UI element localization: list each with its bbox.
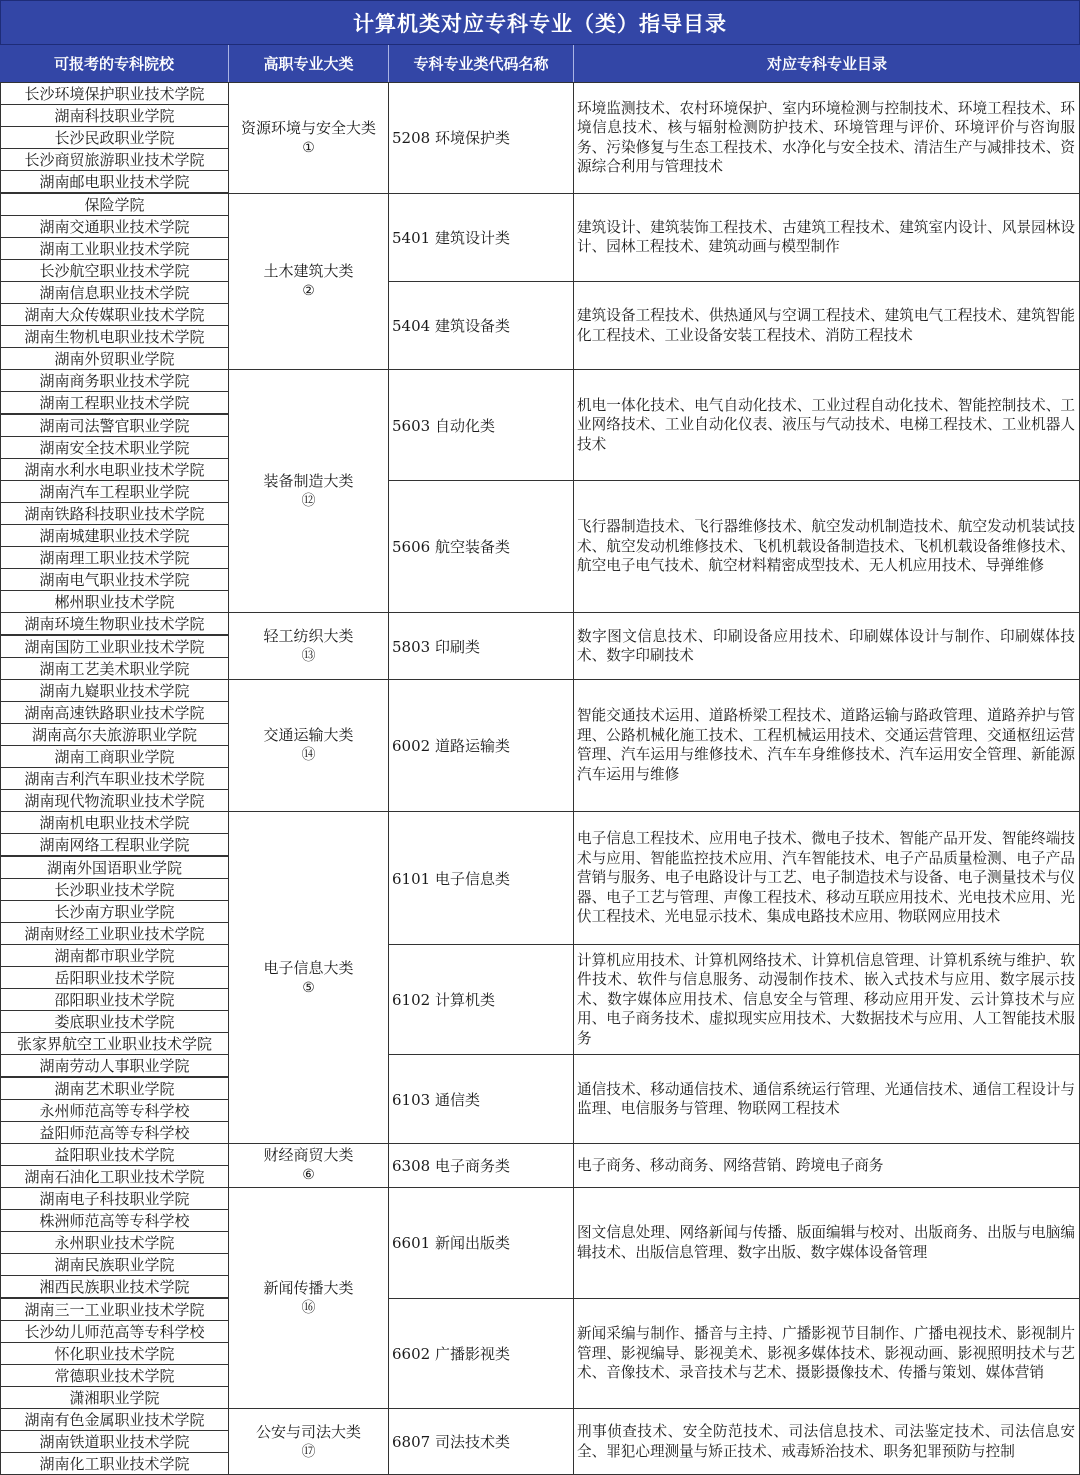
major-list-text: 建筑设备工程技术、供热通风与空调工程技术、建筑电气工程技术、建筑智能化工程技术、工业设备安装工程技术、消防工程技术	[577, 307, 1075, 344]
major-list-cell	[573, 1408, 1080, 1475]
major-category-cell	[228, 193, 389, 371]
category-name: 交通运输大类	[263, 726, 354, 745]
school-cell: 湖南石油化工职业技术学院	[0, 1165, 229, 1188]
school-cell: 益阳师范高等专科学校	[0, 1121, 229, 1144]
school-cell: 郴州职业技术学院	[0, 590, 229, 613]
major-list-cell	[573, 1298, 1080, 1410]
header-class-code: 专科专业类代码名称	[388, 45, 573, 82]
major-list-text: 刑事侦查技术、安全防范技术、司法信息技术、司法鉴定技术、司法信息安全、罪犯心理测量与矫正技术、戒毒矫治技术、职务犯罪预防与控制	[577, 1423, 1075, 1460]
school-cell: 长沙环境保护职业技术学院	[0, 82, 229, 105]
major-list-cell	[573, 679, 1080, 813]
major-list-text: 电子商务、移动商务、网络营销、跨境电子商务	[577, 1156, 884, 1174]
school-cell: 湘西民族职业技术学院	[0, 1275, 229, 1298]
major-list-cell	[573, 1054, 1080, 1143]
category-name: 轻工纺织大类	[263, 627, 354, 646]
class-code-cell: 6002 道路运输类	[388, 679, 574, 813]
major-list-text: 建筑设计、建筑装饰工程技术、古建筑工程技术、建筑室内设计、风景园林设计、园林工程技术、建筑动画与模型制作	[577, 218, 1075, 256]
class-code-cell: 5803 印刷类	[388, 612, 574, 679]
class-code-cell: 6102 计算机类	[388, 944, 574, 1056]
category-name: 电子信息大类	[263, 958, 354, 977]
major-list-text: 计算机应用技术、计算机网络技术、计算机信息管理、计算机系统与维护、软件技术、软件与信息服务、动漫制作技术、嵌入式技术与应用、数字展示技术、数字媒体应用技术、信息安全与管理、移动应用开发、云计算技术与应用、电子商务技术、虚拟现实应用技术、大数据技术与应用、人工智能技术服务	[577, 951, 1075, 1047]
school-cell: 常德职业技术学院	[0, 1364, 229, 1387]
major-list-text: 电子信息工程技术、应用电子技术、微电子技术、智能产品开发、智能终端技术与应用、智能监控技术应用、汽车智能技术、电子产品质量检测、电子产品营销与服务、电子电路设计与工艺、电子制造技术与设备、电子测量技术与仪器、电子工艺与管理、声像工程技术、移动互联应用技术、光电技术应用、光伏工程技术、光电显示技术、集成电路技术应用、物联网应用技术	[577, 830, 1075, 926]
school-cell: 湖南高速铁路职业技术学院	[0, 701, 229, 724]
category-number: ⑰	[301, 1443, 316, 1460]
school-cell: 长沙民政职业学院	[0, 126, 229, 149]
school-cell: 益阳职业技术学院	[0, 1143, 229, 1166]
category-name: 财经商贸大类	[263, 1146, 354, 1165]
category-number: ⑫	[301, 493, 316, 510]
major-list-cell	[573, 944, 1080, 1056]
major-list-cell	[573, 612, 1080, 679]
school-cell: 娄底职业技术学院	[0, 1010, 229, 1033]
school-cell: 湖南财经工业职业技术学院	[0, 922, 229, 945]
class-code-cell: 5208 环境保护类	[388, 82, 574, 194]
major-list-text: 机电一体化技术、电气自动化技术、工业过程自动化技术、智能控制技术、工业网络技术、工业自动化仪表、液压与气动技术、电梯工程技术、工业机器人技术	[577, 396, 1075, 453]
school-cell: 湖南工艺美术职业学院	[0, 657, 229, 680]
school-cell: 保险学院	[0, 193, 229, 216]
major-category-cell	[228, 612, 389, 679]
school-cell: 湖南铁道职业技术学院	[0, 1430, 229, 1453]
category-number: ⑤	[302, 979, 315, 996]
school-cell: 湖南劳动人事职业学院	[0, 1054, 229, 1077]
category-name: 装备制造大类	[263, 472, 354, 491]
header-schools: 可报考的专科院校	[53, 55, 174, 73]
major-list-text: 新闻采编与制作、播音与主持、广播影视节目制作、广播电视技术、影视制片管理、影视编导、影视美术、影视多媒体技术、影视动画、影视照明技术与艺术、音像技术、录音技术与艺术、摄影摄像技术、传播与策划、媒体营销	[577, 1325, 1075, 1381]
school-cell: 湖南都市职业学院	[0, 944, 229, 967]
school-cell: 湖南工程职业技术学院	[0, 391, 229, 414]
major-list-cell	[573, 193, 1080, 282]
major-list-text: 图文信息处理、网络新闻与传播、版面编辑与校对、出版商务、出版与电脑编辑技术、出版信息管理、数字出版、数字媒体设备管理	[577, 1224, 1075, 1261]
school-cell: 湖南环境生物职业技术学院	[0, 612, 229, 635]
major-list-text: 智能交通技术运用、道路桥梁工程技术、道路运输与路政管理、道路养护与管理、公路机械化施工技术、工程机械运用技术、交通运营管理、交通枢纽运营管理、汽车运用与维修技术、汽车车身维修技术、汽车运用安全管理、新能源汽车运用与维修	[577, 707, 1075, 783]
class-code-cell: 5603 自动化类	[388, 369, 574, 481]
school-cell: 湖南电子科技职业学院	[0, 1187, 229, 1210]
school-cell: 湖南铁路科技职业技术学院	[0, 502, 229, 525]
school-cell: 岳阳职业技术学院	[0, 966, 229, 989]
category-number: ⑭	[301, 747, 316, 764]
category-name: 资源环境与安全大类	[240, 118, 376, 137]
school-cell: 湖南汽车工程职业学院	[0, 480, 229, 503]
major-category-cell	[228, 369, 389, 613]
major-category-cell	[228, 679, 389, 813]
school-cell: 长沙航空职业技术学院	[0, 259, 229, 282]
school-cell: 湖南艺术职业学院	[0, 1077, 229, 1100]
school-cell: 湖南大众传媒职业技术学院	[0, 303, 229, 326]
school-cell: 湖南司法警官职业学院	[0, 414, 229, 437]
school-cell: 湖南生物机电职业技术学院	[0, 325, 229, 348]
school-cell: 长沙幼儿师范高等专科学校	[0, 1320, 229, 1343]
major-list-text: 飞行器制造技术、飞行器维修技术、航空发动机制造技术、航空发动机装试技术、航空发动机维修技术、飞机机载设备制造技术、飞机机载设备维修技术、航空电子电气技术、航空材料精密成型技术、无人机应用技术、导弹维修	[577, 518, 1075, 575]
school-cell: 湖南水利水电职业技术学院	[0, 458, 229, 481]
header-major-category: 高职专业大类	[228, 45, 388, 82]
class-code-cell: 6602 广播影视类	[388, 1298, 574, 1410]
class-code-cell: 6101 电子信息类	[388, 811, 574, 945]
school-cell: 湖南吉利汽车职业技术学院	[0, 767, 229, 790]
school-cell: 长沙商贸旅游职业技术学院	[0, 148, 229, 171]
school-cell: 长沙南方职业学院	[0, 900, 229, 923]
school-cell: 湖南民族职业学院	[0, 1253, 229, 1276]
school-cell: 湖南交通职业技术学院	[0, 215, 229, 238]
major-list-cell	[573, 1187, 1080, 1299]
class-code-cell: 6308 电子商务类	[388, 1143, 574, 1188]
school-cell: 潇湘职业学院	[0, 1386, 229, 1409]
school-cell: 永州师范高等专科学校	[0, 1099, 229, 1122]
class-code-cell: 5401 建筑设计类	[388, 193, 574, 282]
major-category-cell	[228, 82, 389, 194]
school-cell: 湖南商务职业技术学院	[0, 369, 229, 392]
category-name: 土木建筑大类	[263, 262, 354, 281]
school-cell: 湖南外贸职业学院	[0, 347, 229, 370]
major-list-text: 数字图文信息技术、印刷设备应用技术、印刷媒体设计与制作、印刷媒体技术、数字印刷技术	[577, 627, 1075, 665]
major-list-cell	[573, 1143, 1080, 1188]
school-cell: 永州职业技术学院	[0, 1231, 229, 1254]
school-cell: 湖南九嶷职业技术学院	[0, 679, 229, 702]
major-category-cell	[228, 1408, 389, 1475]
class-code-cell: 6807 司法技术类	[388, 1408, 574, 1475]
major-list-cell	[573, 281, 1080, 370]
school-cell: 湖南科技职业学院	[0, 104, 229, 127]
major-list-cell	[573, 82, 1080, 194]
category-number: ①	[302, 139, 315, 156]
school-cell: 湖南现代物流职业技术学院	[0, 789, 229, 812]
category-number: ⑥	[302, 1167, 315, 1184]
school-cell: 湖南三一工业职业技术学院	[0, 1298, 229, 1321]
major-category-cell	[228, 1143, 389, 1188]
school-cell: 邵阳职业技术学院	[0, 988, 229, 1011]
header-major-list: 对应专科专业目录	[573, 45, 1080, 82]
school-cell: 湖南邮电职业技术学院	[0, 170, 229, 193]
school-cell: 湖南信息职业技术学院	[0, 281, 229, 304]
school-cell: 湖南网络工程职业学院	[0, 833, 229, 856]
school-cell: 湖南外国语职业学院	[0, 856, 229, 879]
major-category-cell	[228, 811, 389, 1144]
school-cell: 张家界航空工业职业技术学院	[0, 1032, 229, 1055]
school-cell: 湖南工业职业技术学院	[0, 237, 229, 260]
major-list-cell	[573, 480, 1080, 614]
school-cell: 湖南安全技术职业学院	[0, 436, 229, 459]
school-cell: 湖南电气职业技术学院	[0, 568, 229, 591]
class-code-cell: 5606 航空装备类	[388, 480, 574, 614]
school-cell: 长沙职业技术学院	[0, 878, 229, 901]
category-name: 公安与司法大类	[255, 1422, 361, 1441]
school-cell: 湖南高尔夫旅游职业学院	[0, 723, 229, 746]
major-list-text: 环境监测技术、农村环境保护、室内环境检测与控制技术、环境工程技术、环境信息技术、核与辐射检测防护技术、环境管理与评价、环境评价与咨询服务、污染修复与生态工程技术、水净化与安全技术、清洁生产与减排技术、资源综合利用与管理技术	[577, 99, 1075, 176]
school-cell: 湖南机电职业技术学院	[0, 811, 229, 834]
page-title: 计算机类对应专科专业（类）指导目录	[0, 0, 1080, 45]
school-cell: 湖南城建职业技术学院	[0, 524, 229, 547]
school-cell: 怀化职业技术学院	[0, 1342, 229, 1365]
class-code-cell: 5404 建筑设备类	[388, 281, 574, 370]
major-list-cell	[573, 369, 1080, 481]
category-number: ⑬	[301, 648, 316, 665]
category-number: ⑯	[301, 1300, 316, 1316]
class-code-cell: 6601 新闻出版类	[388, 1187, 574, 1299]
school-cell: 株洲师范高等专科学校	[0, 1209, 229, 1232]
school-cell: 湖南理工职业技术学院	[0, 546, 229, 569]
category-number: ②	[302, 283, 315, 300]
school-cell: 湖南工商职业学院	[0, 745, 229, 768]
major-list-text: 通信技术、移动通信技术、通信系统运行管理、光通信技术、通信工程设计与监理、电信服务与管理、物联网工程技术	[577, 1080, 1075, 1118]
school-cell: 湖南化工职业技术学院	[0, 1452, 229, 1475]
school-cell: 湖南国防工业职业技术学院	[0, 635, 229, 658]
major-list-cell	[573, 811, 1080, 945]
category-name: 新闻传播大类	[263, 1279, 354, 1297]
school-cell: 湖南有色金属职业技术学院	[0, 1408, 229, 1431]
major-category-cell	[228, 1187, 389, 1409]
class-code-cell: 6103 通信类	[388, 1054, 574, 1143]
